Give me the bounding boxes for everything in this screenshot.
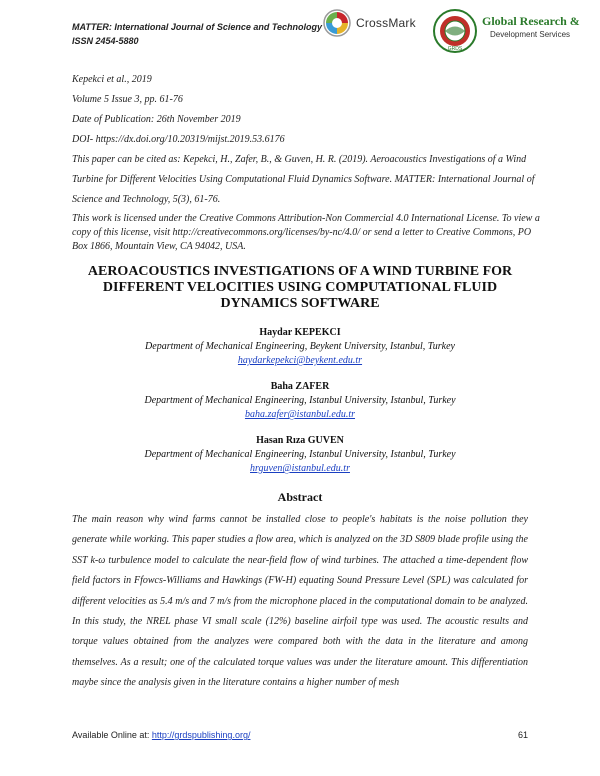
author-block-2 [72,380,528,422]
page-footer [72,730,528,740]
author-email-link[interactable]: haydarkepekci@beykent.edu.tr [237,355,363,366]
grds-logo-block [432,8,592,56]
available-online-label: Available Online at: [72,730,152,740]
grds-org-subtitle: Development Services [490,30,571,39]
author-email-link[interactable]: hrguven@istanbul.edu.tr [250,463,350,474]
journal-header [72,20,322,48]
author-name: Baha ZAFER [270,381,330,392]
journal-issn: ISSN 2454-5880 [72,36,139,46]
paper-title: AEROACOUSTICS INVESTIGATIONS OF A WIND TURBINE FOR DIFFERENT VELOCITIES USING COMPUTATIONAL FLUID DYNAMICS SOFTWARE [87,264,513,311]
citation-text: This paper can be cited as: Kepekci, H., Zafer, B., & Guven, H. R. (2019). Aeroacoustics Investigations of a Wind Turbine for Different Velocities Using Computational Fluid Dynamics Software. MATTER: International Journal of Science and Technology, 5(3), 61-76. [72,154,535,205]
volume-issue: Volume 5 Issue 3, pp. 61-76 [72,94,183,105]
doi-link[interactable]: DOI- https://dx.doi.org/10.20319/mijst.2019.53.6176 [72,134,285,145]
page-number: 61 [517,730,528,740]
grds-seal-icon [432,8,478,54]
authors-year: Kepekci et al., 2019 [72,74,152,85]
publisher-url-link[interactable]: http://grdspublishing.org/ [151,730,251,740]
license-text: This work is licensed under the Creative Commons Attribution-Non Commercial 4.0 International License. To view a copy of this license, visit http://creativecommons.org/licenses/by-nc/4.0/ or send a letter to Creative Commons, PO Box 1866, Mountain View, CA 94042, USA. [72,213,540,252]
author-affiliation: Department of Mechanical Engineering, Istanbul University, Istanbul, Turkey [144,395,456,406]
author-affiliation: Department of Mechanical Engineering, Beykent University, Istanbul, Turkey [145,341,455,352]
abstract-heading: Abstract [277,490,323,504]
author-affiliation: Department of Mechanical Engineering, Istanbul University, Istanbul, Turkey [144,449,456,460]
publication-date: Date of Publication: 26th November 2019 [72,114,241,125]
journal-name: MATTER: International Journal of Science and Technology [72,22,323,32]
crossmark-icon [322,8,352,38]
author-block-1 [72,326,528,368]
grds-org-name: Global Research & [482,14,580,28]
crossmark-badge[interactable] [322,6,442,40]
author-name: Hasan Rıza GUVEN [256,435,344,446]
crossmark-label: CrossMark [356,16,416,30]
abstract-text: The main reason why wind farms cannot be installed close to people's habitats is the noise pollution they generate while working. This paper studies a flow area, which is analyzed on the 3D S809 blade profile using the SST k-ω turbulence model to calculate the near-field flow of wind turbines. The attached a time-dependent flow field factors in Ffowcs-Williams and Hawkings (FW-H) equating Sound Pressure Level (SPL) was calculated for different velocities as 5.4 m/s and 7 m/s from the microphone placed in the computational domain to be analyzed. In this study, the NREL phase VI small scale (12%) baseline airfoil type was used. The acoustic results and torque values obtained from the analyzes were compared both with the data in the literature and among themselves. As a result; one of the calculated torque values was under the literature amount. This differentiation maybe since the analysis given in the literature contains a higher number of mesh [72,514,528,689]
author-email-link[interactable]: baha.zafer@istanbul.edu.tr [244,409,356,420]
author-block-3 [72,434,528,476]
author-name: Haydar KEPEKCI [259,327,341,338]
grds-badge-text: GRDS [447,46,463,52]
article-meta [72,70,542,254]
